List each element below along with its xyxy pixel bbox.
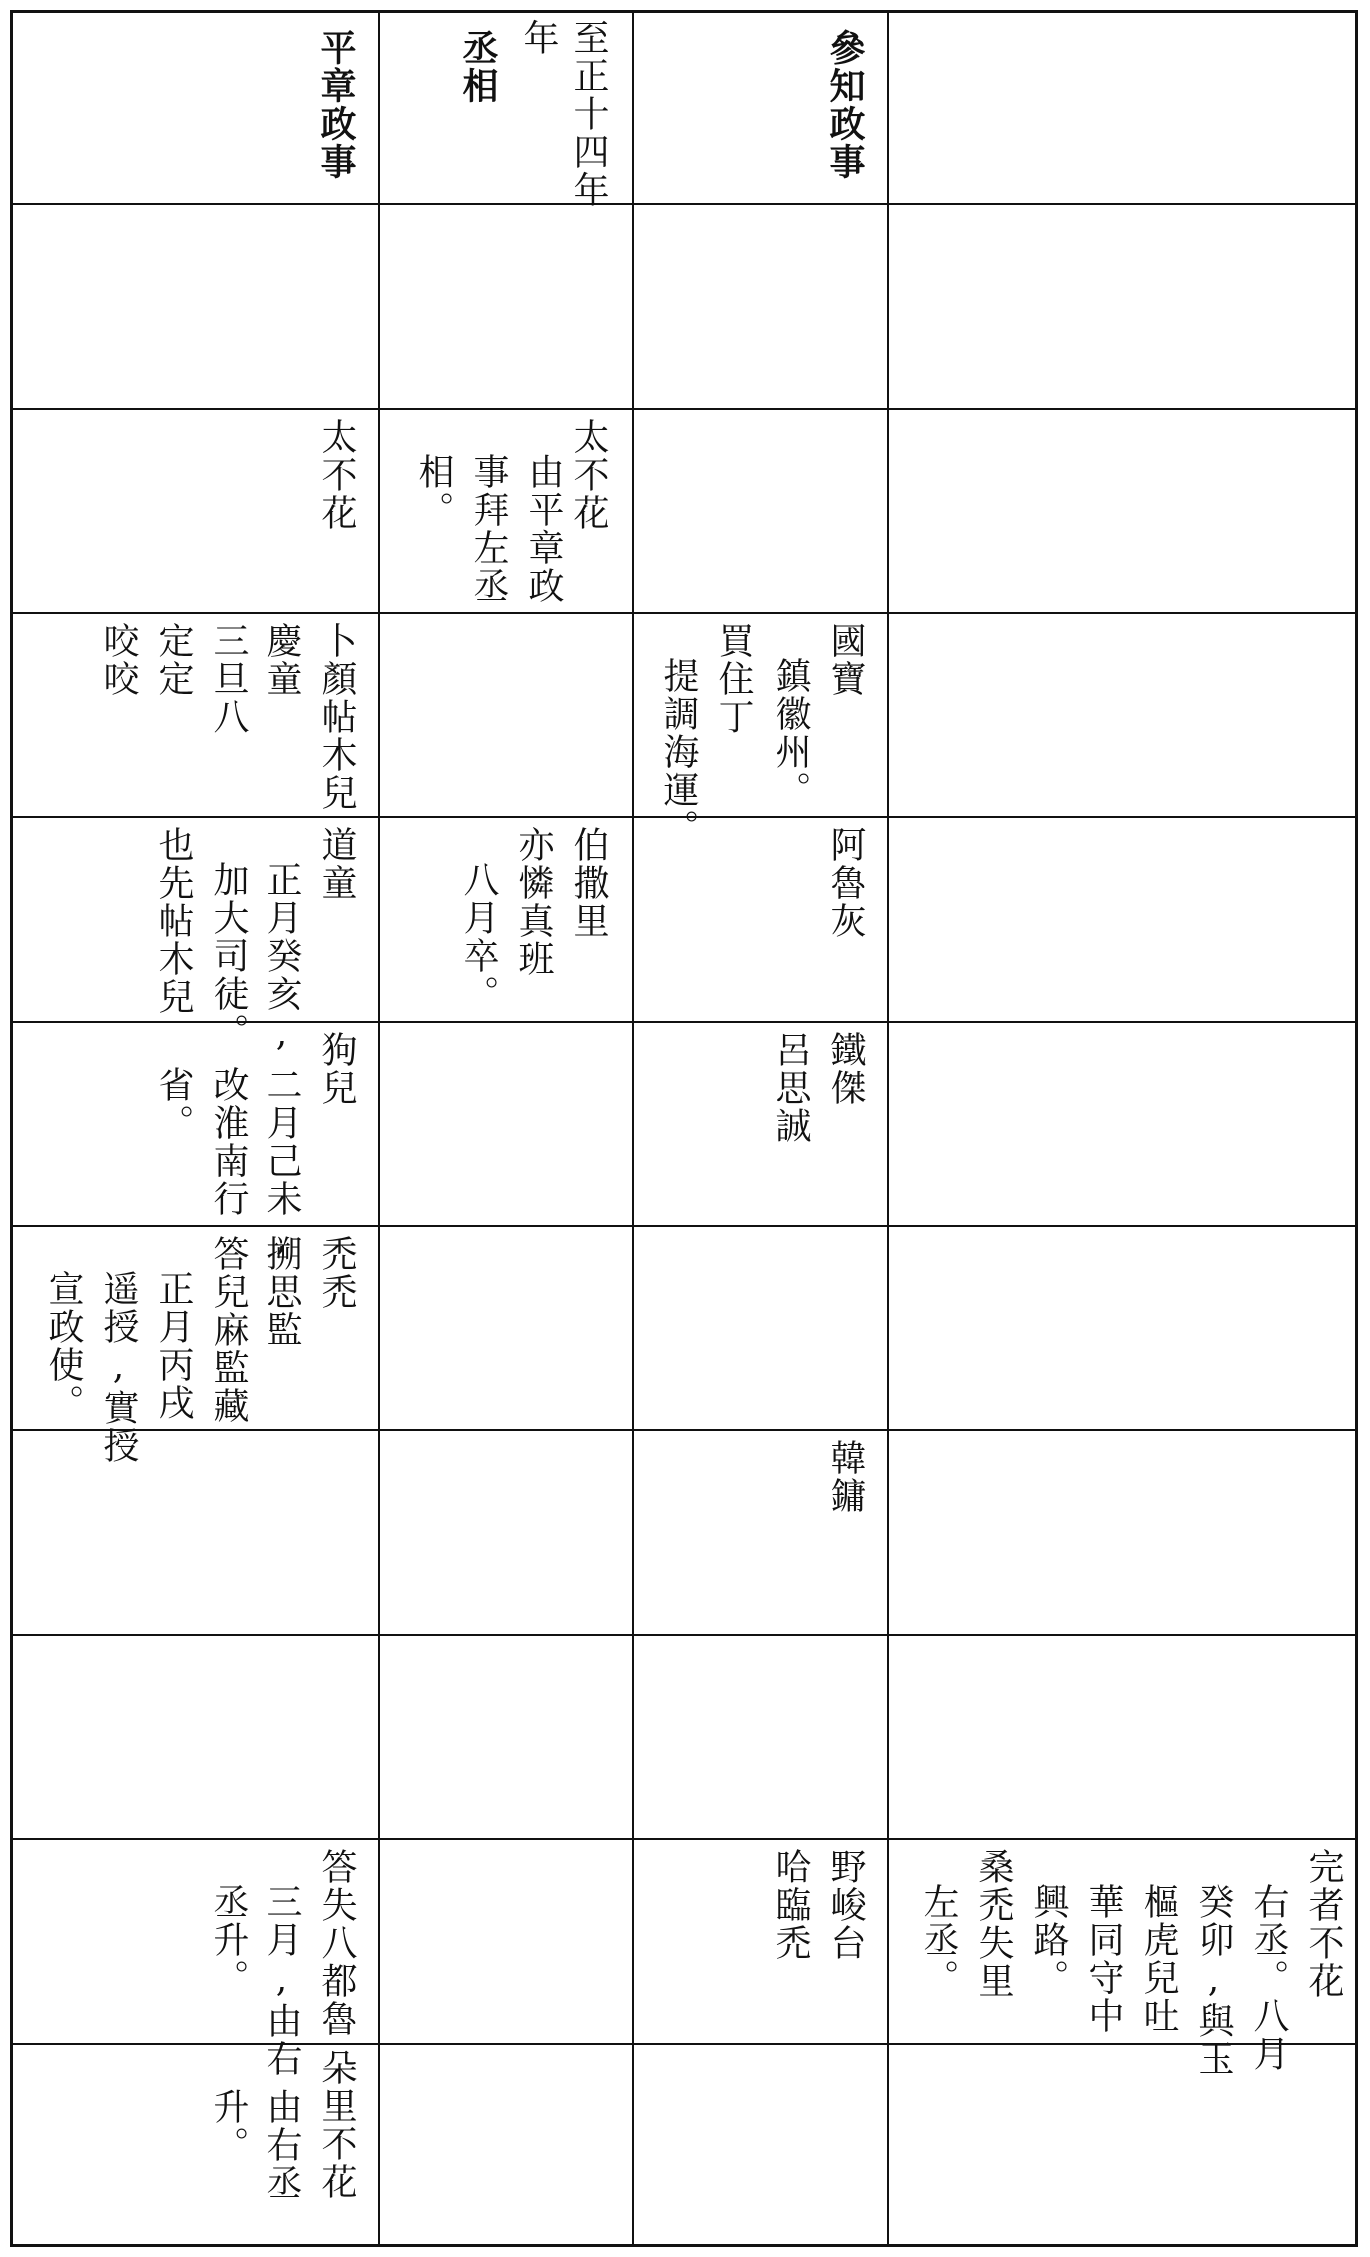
pingzhang-header: 平章政事	[315, 29, 357, 181]
pingzhang-name: 狗兒	[316, 1031, 357, 1107]
col4-note: 右丞。八月	[1248, 1883, 1289, 2073]
pingzhang-note: 正月丙戌	[153, 1270, 194, 1422]
chengxiang-header: 丞相	[457, 29, 499, 105]
chengxiang-name: 亦憐真班	[513, 826, 554, 978]
pingzhang-name: 禿禿	[316, 1235, 357, 1311]
note-line: 相。	[413, 453, 454, 529]
canzhi-name: 呂思誠	[770, 1031, 811, 1145]
pingzhang-name: 咬咬	[98, 622, 139, 698]
pingzhang-note: 三月,由右	[261, 1883, 302, 2078]
year-label: 至正十四年	[568, 19, 609, 209]
table-row	[13, 816, 1355, 1056]
pingzhang-name: 卜顏帖木兒	[316, 622, 357, 812]
table-row	[13, 1225, 1355, 1465]
canzhi-name: 買住丁	[713, 622, 754, 736]
pingzhang-name: 答兒麻監藏	[208, 1235, 249, 1425]
col4-note: 華同守中	[1083, 1883, 1124, 2035]
pingzhang-note: 宣政使。	[43, 1270, 84, 1422]
canzhi-name: 野峻台	[825, 1848, 866, 1962]
col4-note: 樞虎兒吐	[1138, 1883, 1179, 2035]
pingzhang-name: 朵里不花	[316, 2049, 357, 2201]
col4-note: 左丞。	[918, 1883, 959, 1997]
canzhi-name: 哈臨禿	[770, 1848, 811, 1962]
row-divider	[13, 1634, 1355, 1636]
pingzhang-note: 正月癸亥,	[261, 861, 302, 1056]
pingzhang-name: 道童	[316, 826, 357, 902]
table-row	[13, 1021, 1355, 1261]
pingzhang-note: 改淮南行	[208, 1066, 249, 1218]
canzhi-header: 參知政事	[824, 29, 866, 181]
note-line: 事拜左丞	[468, 453, 509, 605]
col4-note: 興路。	[1028, 1883, 1069, 1997]
pingzhang-name: 答失八都魯	[316, 1848, 357, 2038]
pingzhang-note: 加大司徒。	[208, 861, 249, 1051]
year-label-2: 年	[518, 19, 559, 57]
col4-name: 完者不花	[1303, 1848, 1344, 2000]
pingzhang-note: 遥授,實授	[98, 1270, 139, 1465]
table-row	[13, 1429, 1355, 1634]
canzhi-note: 提調海運。	[658, 657, 699, 847]
pingzhang-name: 慶童	[261, 622, 302, 698]
canzhi-note: 鎮徽州。	[770, 657, 811, 809]
pingzhang-name: 太不花	[316, 418, 357, 532]
pingzhang-note: 由右丞	[261, 2088, 302, 2202]
note-line: 由平章政	[523, 453, 564, 605]
table-row	[13, 612, 1355, 847]
table-row	[13, 2043, 1355, 2248]
table-row	[13, 408, 1355, 612]
pingzhang-note: 省。	[153, 1066, 194, 1142]
canzhi-name: 韓鏞	[825, 1439, 866, 1515]
pingzhang-name: 也先帖木兒	[153, 826, 194, 1016]
header-row	[13, 13, 1355, 209]
table-row	[13, 1838, 1355, 2078]
chengxiang-note: 八月卒。	[458, 861, 499, 1013]
canzhi-name: 鐵傑	[825, 1031, 866, 1107]
document-table	[10, 10, 1358, 2247]
row-divider	[13, 203, 1355, 205]
canzhi-name: 國寶	[825, 622, 866, 698]
chengxiang-name: 太不花	[568, 418, 609, 532]
pingzhang-note: 丞升。	[208, 1883, 249, 1997]
chengxiang-name: 伯撒里	[568, 826, 609, 940]
pingzhang-name: 三旦八	[208, 622, 249, 736]
pingzhang-note: 升。	[208, 2088, 249, 2164]
col4-name: 桑禿失里	[973, 1848, 1014, 2000]
canzhi-name: 阿魯灰	[825, 826, 866, 940]
pingzhang-name: 定定	[153, 622, 194, 698]
col4-note: 癸卯,與玉	[1193, 1883, 1234, 2078]
pingzhang-note: 二月己未,	[261, 1066, 302, 1261]
pingzhang-name: 搠思監	[261, 1235, 302, 1349]
